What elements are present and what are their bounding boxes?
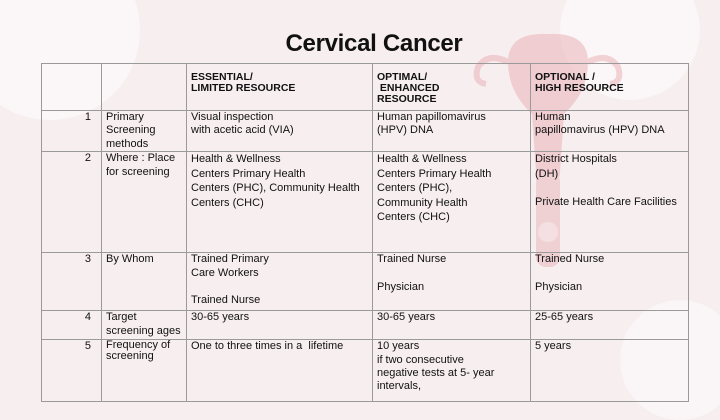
row-label [102,253,187,311]
cell-line: Human papillomavirus [377,111,486,123]
row-number: 4 [42,311,102,340]
row-number: 3 [42,253,102,311]
header-empty-cell [102,64,187,111]
table-row [42,253,689,311]
row-label [102,111,187,152]
cell-optional [531,253,689,311]
cell-line: Trained Nurse [377,253,447,266]
header-text: RESOURCE [377,93,437,105]
cell-optimal [373,253,531,311]
cell-line: Trained Nurse [535,253,605,266]
label-line: screening ages [106,324,181,337]
cell-line: Health & Wellness [191,153,281,166]
table-row [42,111,689,152]
table-header-row [42,64,689,111]
label-line: for screening [106,165,170,178]
row-number: 2 [42,152,102,253]
cell-line: Centers Primary Health [377,167,492,180]
cell-line: Centers Primary Health [191,167,306,180]
cell-line: with acetic acid (VIA) [191,124,294,137]
cell-optimal [373,340,531,402]
cell-optimal [373,152,531,253]
cell-line: negative tests at 5- year [377,367,495,380]
cell-optional: 25-65 years [531,311,689,340]
label-line: methods [106,137,149,150]
cell-line: Human [535,111,571,123]
cell-line: Physician [535,280,583,293]
cell-line: Private Health Care Facilities [535,196,677,209]
label-line: Where : Place [106,152,176,165]
cell-line: Centers (PHC), [377,182,453,195]
label-line: screening [106,350,154,363]
cell-essential: One to three times in a lifetime [187,340,373,402]
cell-line: Trained Primary [191,253,269,266]
header-text: HIGH RESOURCE [535,82,624,94]
label-line: Frequency of [106,339,171,352]
header-text: OPTIMAL/ [377,71,428,83]
cell-line: 10 years [377,340,420,353]
header-text: ESSENTIAL/ [191,71,253,83]
label-line: Screening [106,124,156,137]
cell-line: intervals, [377,380,422,393]
cell-line: Visual inspection [191,111,274,123]
header-optional [531,64,689,111]
cell-optional [531,152,689,253]
cell-line: Centers (CHC) [191,196,264,209]
table-row [42,340,689,402]
label-line: By Whom [106,253,154,266]
cell-optimal: 30-65 years [373,311,531,340]
cell-line: Centers (PHC), Community Health [191,182,360,195]
header-essential [187,64,373,111]
cell-essential: 30-65 years [187,311,373,340]
screening-table [41,63,689,402]
cell-line: (DH) [535,167,559,180]
row-number: 5 [42,340,102,402]
cell-line: Health & Wellness [377,153,467,166]
cell-optional [531,111,689,152]
row-number: 1 [42,111,102,152]
cell-line: Centers (CHC) [377,211,450,224]
cell-line: papillomavirus (HPV) DNA [535,124,665,137]
label-line: Primary [106,111,144,123]
table-row [42,311,689,340]
cell-essential [187,253,373,311]
header-text: ENHANCED [377,82,440,94]
header-text: OPTIONAL / [535,71,595,83]
row-label [102,340,187,402]
header-empty-cell [42,64,102,111]
row-label [102,152,187,253]
cell-line: District Hospitals [535,153,617,166]
cell-line: Physician [377,280,425,293]
header-optimal [373,64,531,111]
cell-line: Community Health [377,196,468,209]
cell-essential [187,152,373,253]
cell-line: if two consecutive [377,353,464,366]
cell-line: Trained Nurse [191,294,261,307]
label-line: Target [106,311,137,324]
cell-optional: 5 years [531,340,689,402]
cell-line: Care Workers [191,266,259,279]
cell-essential [187,111,373,152]
cell-optimal [373,111,531,152]
header-text: LIMITED RESOURCE [191,82,296,94]
cell-line: (HPV) DNA [377,124,434,137]
table-row [42,152,689,253]
row-label [102,311,187,340]
page-title: Cervical Cancer [285,30,463,57]
